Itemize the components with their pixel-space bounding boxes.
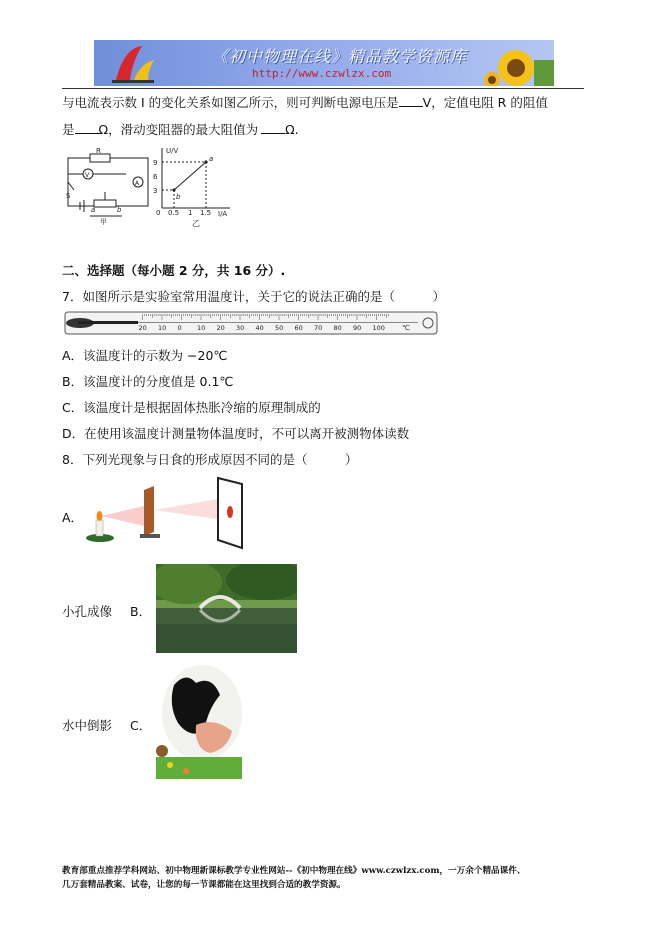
thermometer-scale-label: 20	[138, 324, 147, 332]
q8-caption-pinhole: 小孔成像	[62, 604, 113, 619]
banner-url[interactable]: http://www.czwlzx.com	[252, 67, 392, 80]
q8-label-b-row	[62, 602, 151, 620]
graph-ylabel: U/V	[166, 147, 179, 155]
thermometer-scale-label: 70	[314, 324, 323, 332]
xtick-0: 0	[156, 209, 161, 217]
q6-text-d: Ω，滑动变阻器的最大阻值为	[98, 122, 259, 137]
q7-stem: 7．如图所示是实验室常用温度计，关于它的说法正确的是（ ）	[62, 289, 445, 304]
q8-label-c[interactable]: C．	[130, 718, 152, 733]
ytick-3: 3	[153, 187, 158, 195]
pinhole-figure	[84, 474, 244, 550]
xtick-1-5: 1.5	[200, 209, 212, 217]
thermometer-scale-label: 20	[216, 324, 225, 332]
footer-line1: 教育部重点推荐学科网站、初中物理新课标教学专业性网站--《初中物理在线》www.czwlzx.com，一万余个精品课件、	[62, 866, 526, 876]
q6-line1	[62, 93, 548, 111]
xtick-0-5: 0.5	[168, 209, 180, 217]
thermometer-scale-label: 80	[333, 324, 342, 332]
thermometer-scale-label: 10	[197, 324, 206, 332]
ytick-6: 6	[153, 173, 158, 181]
ui-graph	[150, 144, 236, 228]
thermometer-scale-label: 40	[255, 324, 264, 332]
q6-text-c: 是	[62, 122, 75, 137]
hand-shadow-photo	[156, 665, 242, 779]
ammeter-label: A	[135, 180, 140, 187]
circuit-caption: 甲	[100, 218, 107, 226]
circuit-diagram	[60, 146, 152, 226]
thermometer-scale-label: 30	[236, 324, 245, 332]
thermometer-scale-label: 50	[275, 324, 284, 332]
point-b	[172, 188, 175, 191]
graph-xlabel: I/A	[218, 210, 228, 218]
voltmeter-label: V	[85, 172, 90, 179]
point-b-label: b	[176, 193, 181, 201]
q7-option-c[interactable]: C．该温度计是根据固体热胀冷缩的原理制成的	[62, 400, 321, 415]
thermometer-scale-label: 0	[177, 324, 182, 332]
rheostat-end-a: a	[91, 206, 96, 214]
banner-title: 《初中物理在线》精品教学资源库	[212, 47, 468, 66]
q7-option-b[interactable]: B．该温度计的分度值是 0.1℃	[62, 374, 234, 389]
thermometer-scale-label: 100	[372, 324, 385, 332]
q8-label-c-row	[62, 716, 151, 734]
bridge-reflection-photo	[156, 564, 297, 653]
header-banner	[94, 40, 554, 86]
switch-label: S	[66, 192, 71, 200]
q8-label-b[interactable]: B．	[130, 604, 152, 619]
graph-caption: 乙	[192, 219, 200, 228]
sunflower-icon	[484, 50, 554, 86]
rheostat-end-b: b	[117, 206, 122, 214]
resistor-label: R	[96, 147, 101, 155]
q8-stem: 8．下列光现象与日食的形成原因不同的是（ ）	[62, 452, 358, 467]
logo-icon	[112, 46, 154, 83]
thermometer-unit: ℃	[402, 324, 410, 332]
q6-text-a: 与电流表示数 I 的变化关系如图乙所示，则可判断电源电压是	[62, 95, 399, 110]
q6-line2	[62, 120, 299, 138]
q6-text-e: Ω.	[285, 122, 299, 137]
section2-title: 二、选择题（每小题 2 分，共 16 分）.	[62, 263, 286, 278]
thermometer-figure	[64, 311, 438, 335]
q7-option-d[interactable]: D．在使用该温度计测量物体温度时，不可以离开被测物体读数	[62, 426, 410, 441]
answer-blank-resistance[interactable]	[75, 122, 99, 134]
answer-blank-max-resistance[interactable]	[261, 122, 285, 134]
answer-blank-voltage[interactable]	[399, 95, 423, 107]
header-rule	[62, 88, 584, 89]
q8-label-a[interactable]: A．	[62, 510, 84, 525]
ytick-9: 9	[153, 159, 158, 167]
footer	[62, 864, 602, 892]
footer-line2: 几万套精品教案、试卷，让您的每一节课都能在这里找到合适的教学资源。	[62, 880, 346, 890]
q6-text-b: V，定值电阻 R 的阻值	[422, 95, 548, 110]
q8-caption-reflection: 水中倒影	[62, 718, 113, 733]
point-a-label: a	[209, 155, 214, 163]
point-a	[204, 160, 207, 163]
thermometer-scale-label: 60	[294, 324, 303, 332]
thermometer-scale-label: 10	[158, 324, 167, 332]
q7-option-a[interactable]: A．该温度计的示数为 −20℃	[62, 348, 228, 363]
xtick-1: 1	[188, 209, 193, 217]
thermometer-scale-label: 90	[353, 324, 362, 332]
